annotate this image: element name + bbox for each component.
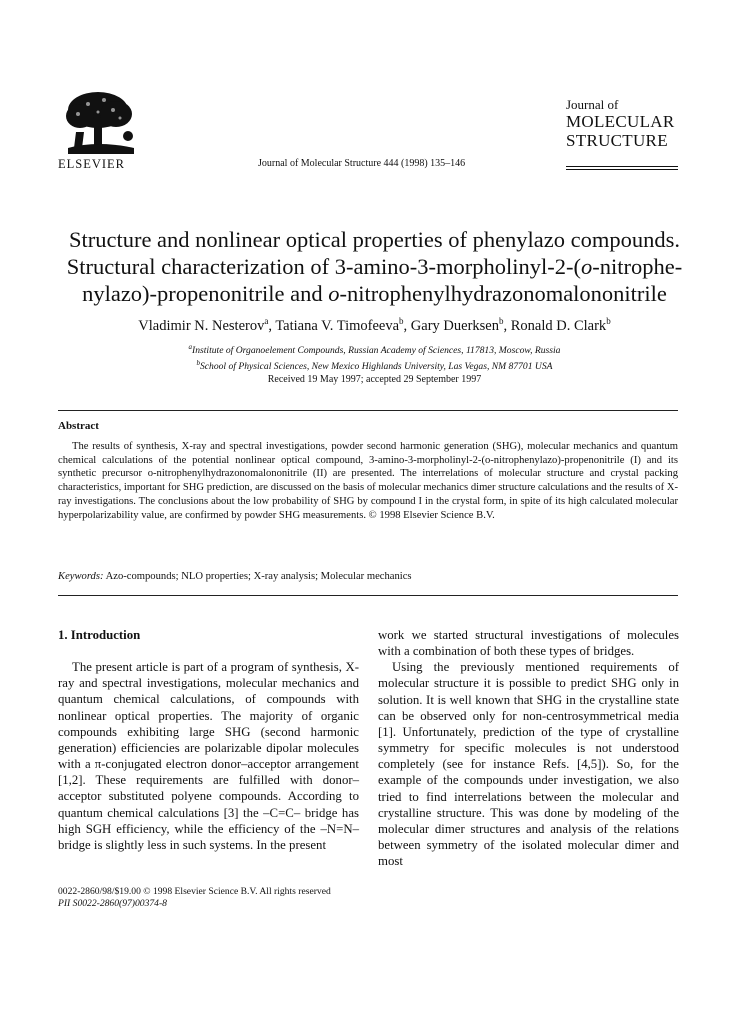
keywords-list: Azo-compounds; NLO properties; X-ray analysis; Molecular mechanics (105, 571, 412, 582)
affiliations (40, 341, 709, 373)
journal-name-line-2: STRUCTURE (566, 131, 668, 150)
affiliation-b: $^b$School of Physical Sciences, New Mexico Highlands University, Las Vegas, NM 87701 USA (196, 359, 553, 373)
title-line: Structural characterization of 3-amino-3-morpholinyl-2-(o-nitrophe- (66, 254, 683, 279)
received-dates: Received 19 May 1997; accepted 29 September 1997 (267, 374, 482, 385)
elsevier-tree-logo-icon (58, 88, 144, 156)
abstract-top-rule (58, 410, 678, 411)
title-line: nylazo)-propenonitrile and o-nitrophenylhydrazonomalononitrile (82, 281, 667, 306)
abstract-bottom-rule (58, 595, 678, 596)
body-paragraph: work we started structural investigations of molecules with a combination of both these types of bridges. (378, 628, 679, 659)
journal-masthead (566, 98, 678, 149)
author-list: Vladimir N. Nesterov$^a$, Tatiana V. Timofeeva$^b$, Gary Duerksen$^b$, Ronald D. Clark$^b$ (138, 316, 611, 334)
copyright-footer (58, 886, 331, 910)
publisher-name: ELSEVIER (58, 157, 126, 171)
affiliation-a: $^a$Institute of Organoelement Compounds, Russian Academy of Sciences, 117813, Moscow, Russia (188, 343, 561, 357)
keywords-label: Keywords: (58, 571, 104, 582)
body-paragraph: The present article is part of a program of synthesis, X-ray and spectral investigations, molecular mechanics and quantum chemical calculations, of compounds with nonlinear optical properties. The majority of organic compounds exhibiting large SHG (second harmonic generation) efficiencies are polarizable dipolar molecules with a π-conjugated electron donor–acceptor arrangement [1,2]. These requirements are fulfilled with donor–acceptor substituted polyene compounds. According to quantum chemical calculations [3] the –C=C– bridge has high SGH efficiency, while the efficiency of the –N=N– bridge is slightly less in such systems. In the present (58, 660, 359, 852)
abstract-heading: Abstract (58, 420, 99, 432)
keywords (58, 571, 412, 582)
article-title (40, 226, 709, 307)
journal-of-label: Journal of (566, 97, 619, 112)
masthead-rule (566, 169, 678, 170)
abstract-text: The results of synthesis, X-ray and spectral investigations, powder second harmonic generation (SHG), molecular mechanics and quantum chemical calculations of the potential nonlinear optical compound, 3-amino-3-morpholinyl-2-(o-nitrophenylazo)-propenonitrile (I) and its synthetic precursor o-nitrophenylhydrazonomalononitrile (II) are presented. The interrelations of molecular structure and crystal packing characteristics, important for SHG prediction, are discussed on the basis of molecular mechanics dimer structure calculations and the results of X-ray investigations. The conclusions about the low probability of SHG by compound I in the crystal form, in spite of its high calculated molecular hyperpolarizability value, are confirmed by powder SHG measurements. © 1998 Elsevier Science B.V. (58, 441, 678, 521)
journal-citation: Journal of Molecular Structure 444 (1998) 135–146 (258, 158, 466, 169)
title-line: Structure and nonlinear optical properties of phenylazo compounds. (68, 227, 681, 252)
pii-line: PII S0022-2860(97)00374-8 (58, 898, 167, 909)
section-heading: 1. Introduction (58, 628, 141, 642)
body-column-left (58, 627, 359, 853)
body-column-right (378, 627, 679, 869)
journal-name-line-1: MOLECULAR (566, 112, 675, 131)
masthead-rule (566, 166, 678, 167)
copyright-line: 0022-2860/98/$19.00 © 1998 Elsevier Science B.V. All rights reserved (58, 886, 331, 897)
body-paragraph: Using the previously mentioned requirements of molecular structure it is possible to predict SHG only in solution. It is well known that SHG in the crystalline state can be observed only for non-centrosymmetrical media [1]. Unfortunately, prediction of the type of crystalline symmetry for specific molecules is not understood completely (see for instance Refs. [4,5]). So, for the example of the compounds under investigation, we also tried to find interrelations between the molecular and crystalline structure. This was done by modeling of the molecular dimer structures and analysis of the relations between symmetry of the isolated molecular dimer and most (378, 660, 679, 869)
